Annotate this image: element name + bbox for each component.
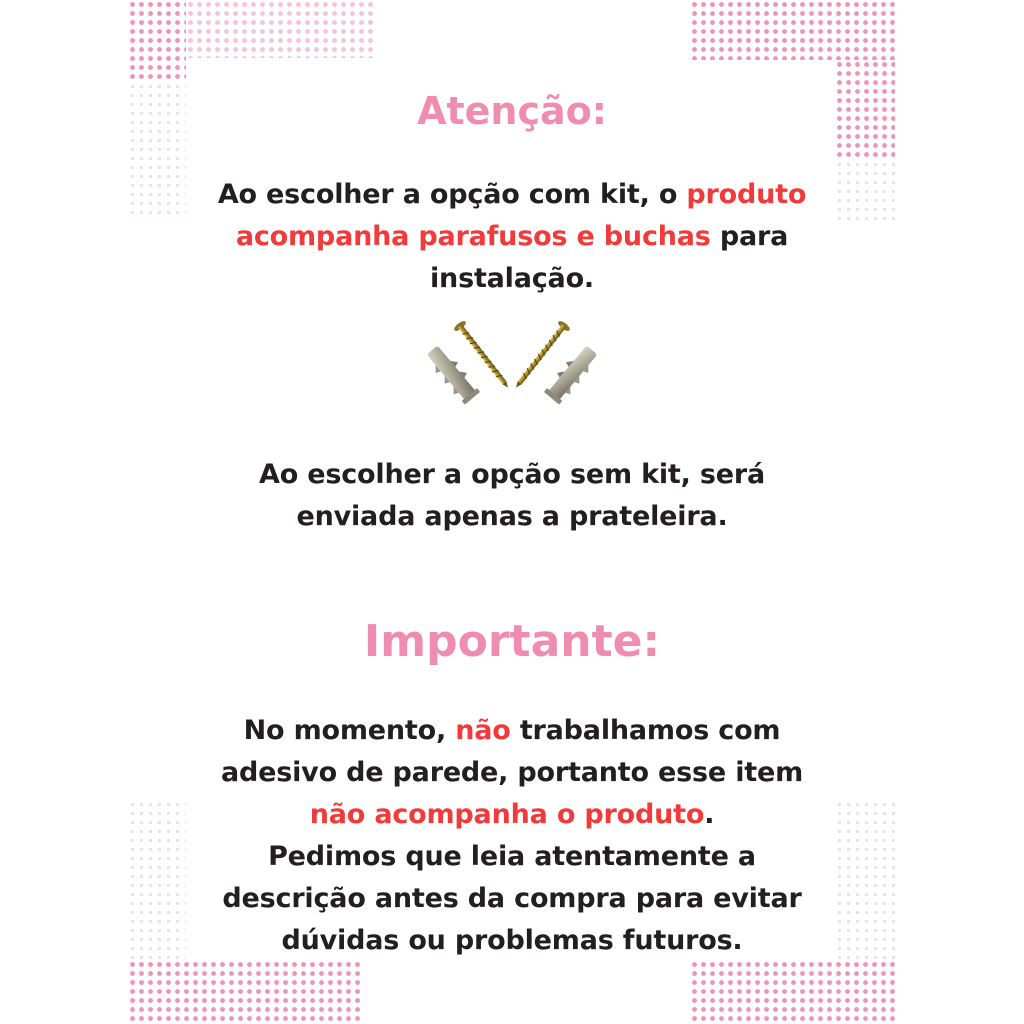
important-text-1: No momento,: [243, 715, 456, 746]
kit-option-paragraph: [200, 174, 824, 300]
kit-text-1: Ao escolher a opção com kit, o: [217, 179, 687, 210]
important-highlight-2: não acompanha o produto: [309, 799, 705, 830]
attention-heading: Atenção:: [417, 89, 607, 133]
important-paragraph: [210, 710, 814, 962]
kit-highlight: produto acompanha parafusos e buchas: [235, 179, 807, 252]
important-text-3: .: [704, 799, 715, 830]
left-wall-plug-icon: [423, 342, 482, 406]
important-highlight-1: não: [455, 715, 511, 746]
important-text-2: trabalhamos com adesivo de parede, portanto esse item: [220, 715, 803, 788]
no-kit-paragraph: Ao escolher a opção sem kit, será enviada apenas a prateleira.: [259, 459, 765, 532]
kit-text-2: para instalação.: [430, 221, 789, 294]
important-text-4: Pedimos que leia atentamente a descrição antes da compra para evitar dúvidas ou problemas futuros.: [222, 841, 802, 956]
screws-and-wall-plugs-icon: [420, 318, 604, 418]
right-wall-plug-icon: [542, 342, 601, 406]
important-heading: Importante:: [363, 616, 661, 667]
